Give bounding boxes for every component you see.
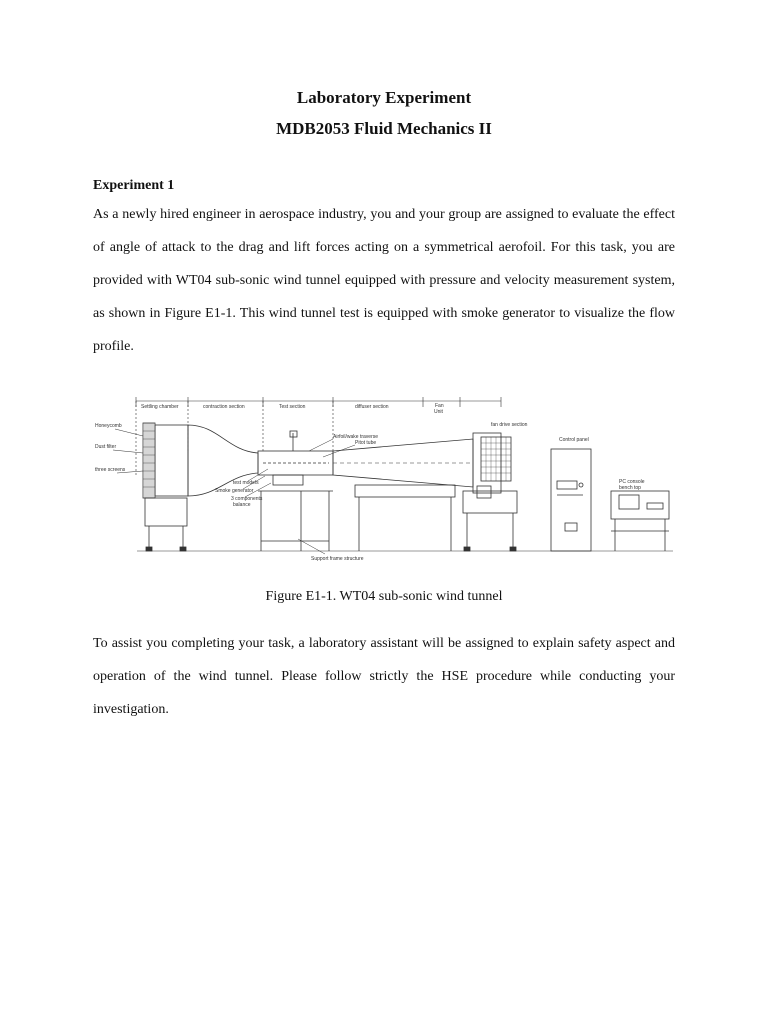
label-honeycomb: Honeycomb [95, 423, 122, 429]
wind-tunnel-figure [93, 381, 675, 563]
label-balance-line1: 3 components [231, 496, 263, 502]
experiment-heading: Experiment 1 [93, 178, 175, 193]
label-control-panel: Control panel [559, 437, 589, 443]
label-contraction-section: contraction section [203, 404, 245, 410]
label-pc-console-line2: bench top [619, 485, 641, 491]
control-panel-cabinet [551, 449, 591, 551]
label-fan-unit: Unit [434, 409, 443, 415]
label-dust-filter: Dust filter [95, 444, 117, 450]
label-diffuser-section: diffuser section [355, 404, 389, 410]
label-support-frame: Support frame structure [311, 556, 364, 562]
label-airfoil-traverse: Airfoil/wake traverse [333, 434, 379, 440]
label-test-models: test models [233, 480, 259, 486]
label-fan-drive-section: fan drive section [491, 422, 528, 428]
label-test-section: Test section [279, 404, 306, 410]
section-dimension-lines [136, 397, 501, 476]
label-three-screens: three screens [95, 467, 126, 473]
label-smoke-generator: Smoke generator [215, 488, 254, 494]
label-pitot-tube: Pitot tube [355, 440, 377, 446]
label-settling-chamber: Settling chamber [141, 404, 179, 410]
intro-paragraph: As a newly hired engineer in aerospace industry, you and your group are assigned to evaluate the effect of angle of attack to the drag and lift forces acting on a symmetrical aerofoil. For this task, you are provided with WT04 sub-sonic wind tunnel equipped with pressure and velocity measurement system, as shown in Figure E1-1. This wind tunnel test is equipped with smoke generator to visualize the flow profile. [93, 207, 675, 354]
figure-caption: Figure E1-1. WT04 sub-sonic wind tunnel [265, 589, 503, 604]
settling-chamber [143, 423, 188, 498]
course-title: MDB2053 Fluid Mechanics II [276, 119, 492, 138]
document-title: Laboratory Experiment [296, 88, 472, 107]
label-pc-console-line1: PC console [619, 479, 645, 485]
label-balance-line2: balance [233, 502, 251, 508]
test-section [258, 431, 333, 485]
label-fan: Fan [435, 403, 444, 409]
fan-unit [473, 433, 511, 498]
safety-paragraph: To assist you completing your task, a laboratory assistant will be assigned to explain safety aspect and operation of the wind tunnel. Please follow strictly the HSE procedure while conducting your investigation. [93, 636, 675, 717]
pc-console-bench [611, 491, 669, 551]
